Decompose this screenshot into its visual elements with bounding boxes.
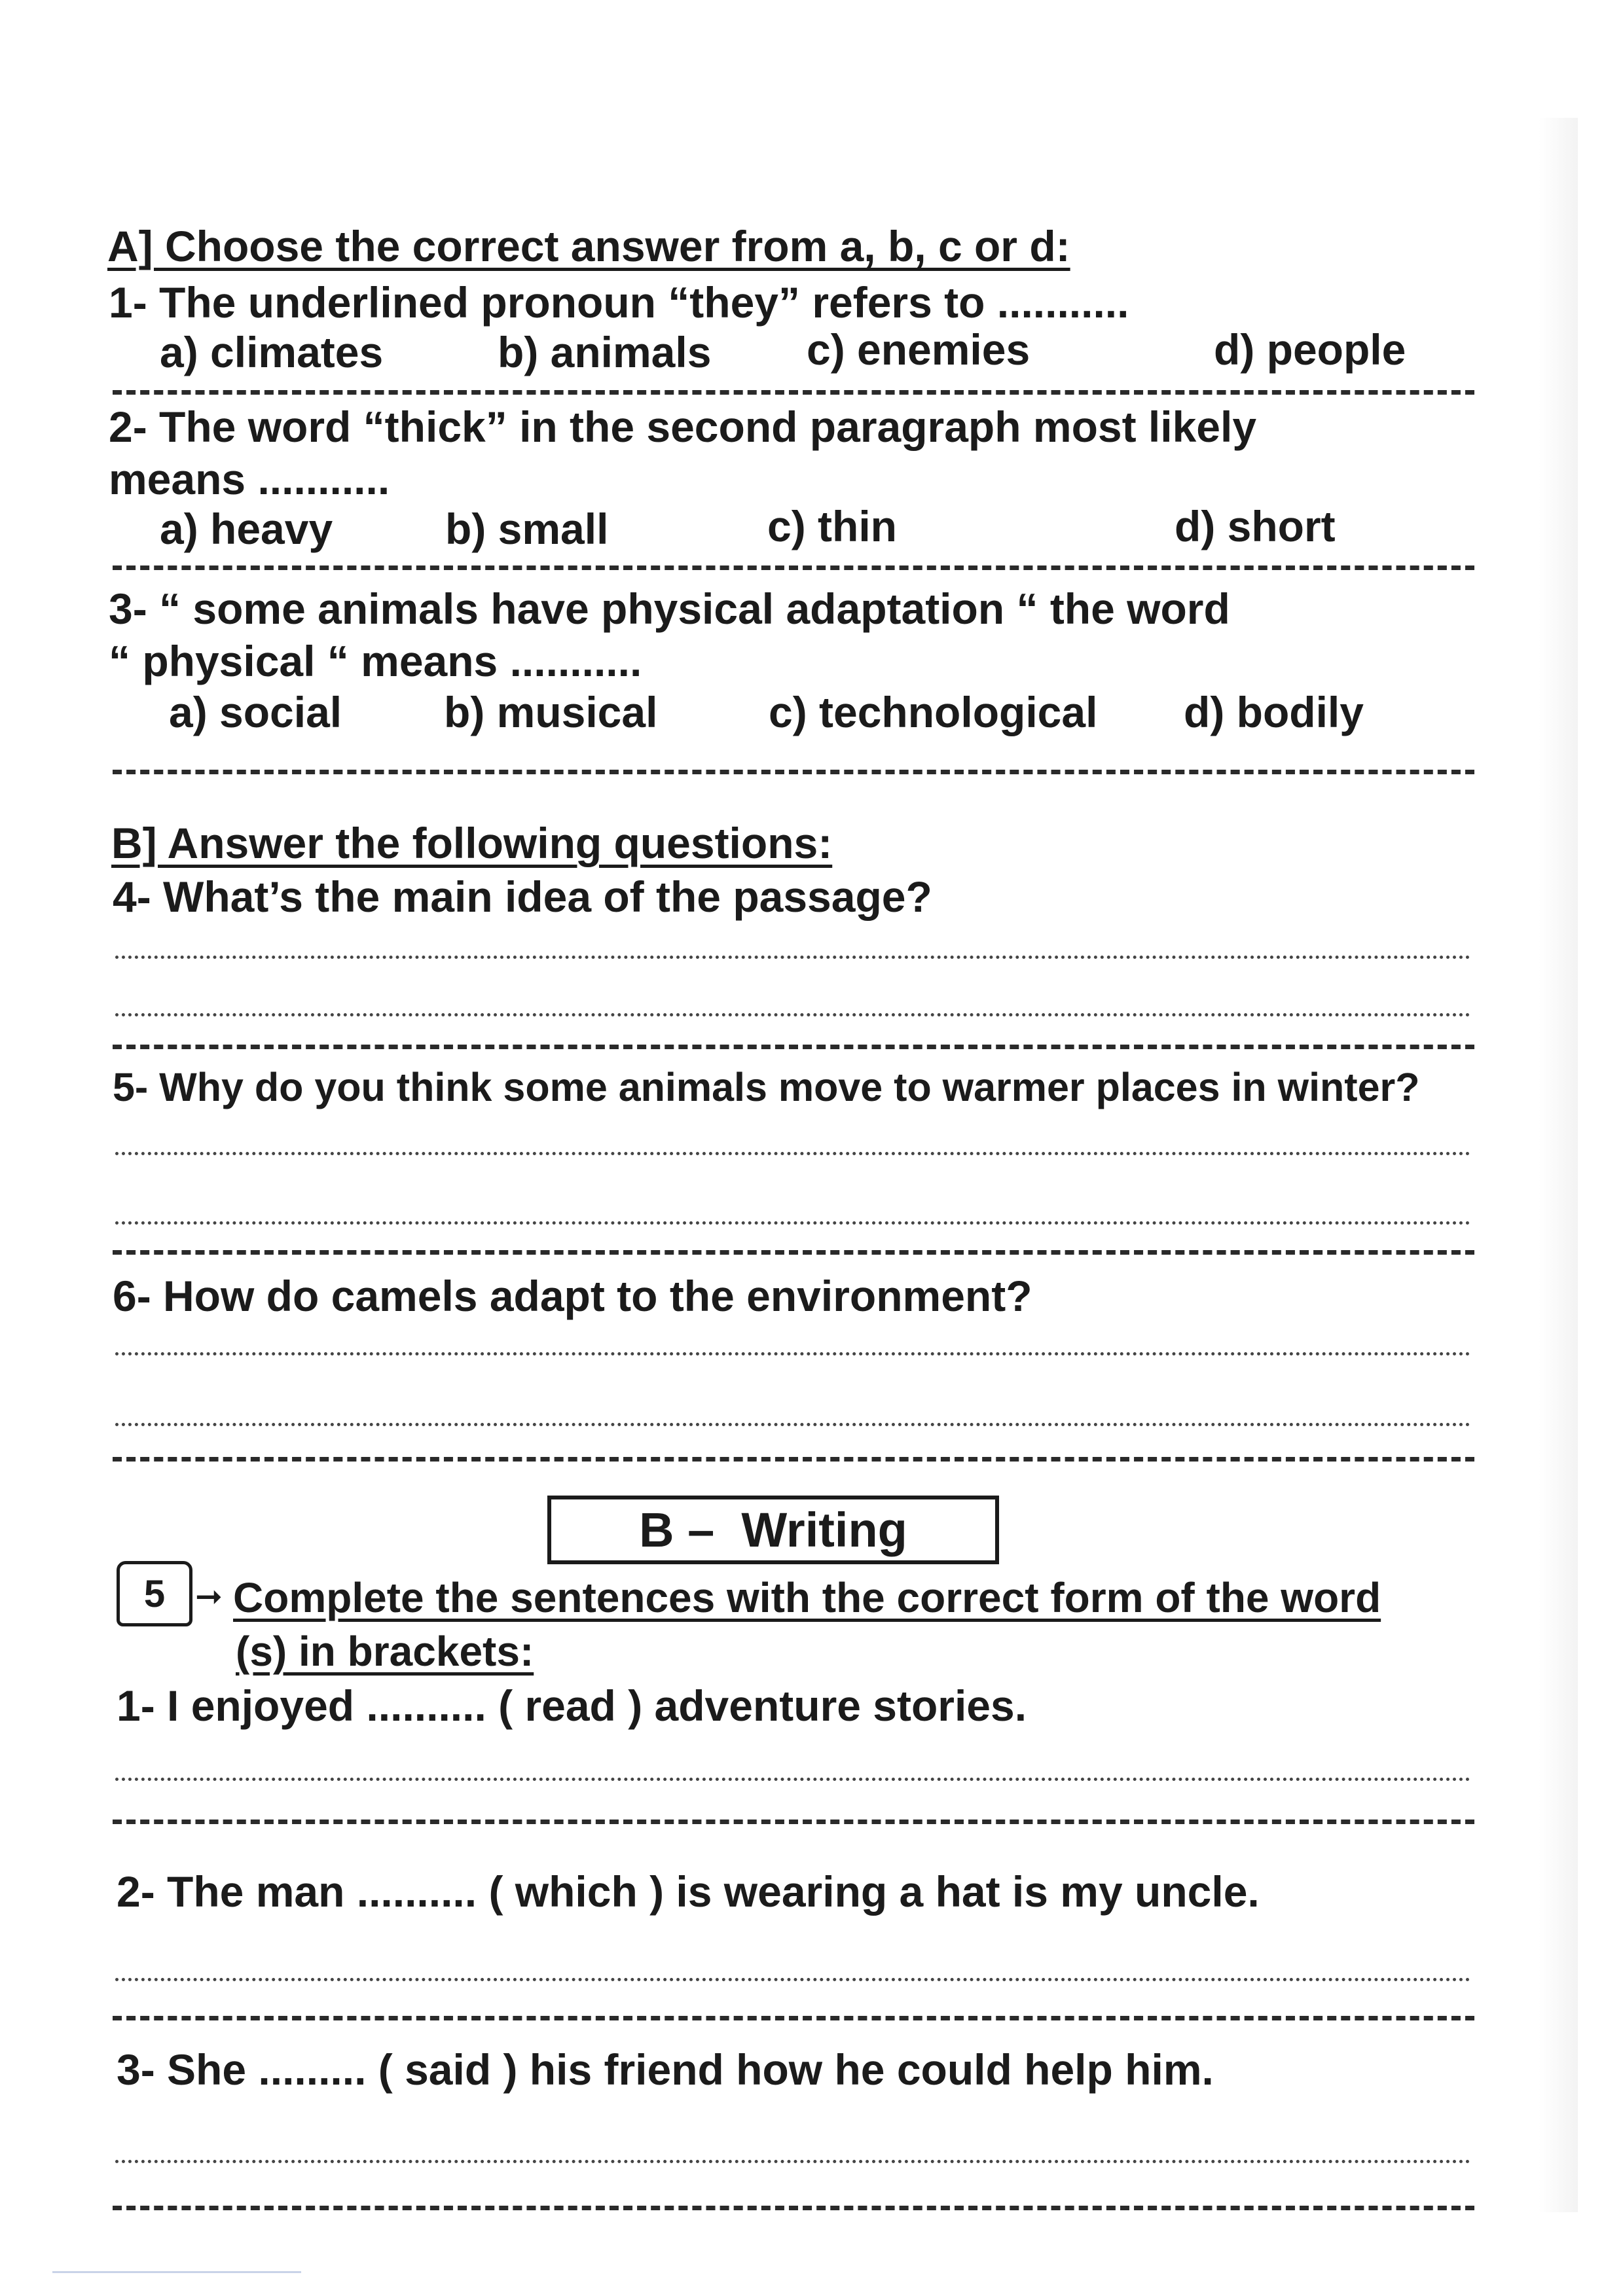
answer-line bbox=[115, 956, 1470, 959]
question-4: 4- What’s the main idea of the passage? bbox=[113, 872, 932, 921]
question-3-stem-line1: 3- “ some animals have physical adaptation “ the word bbox=[109, 584, 1230, 633]
separator-line bbox=[113, 2016, 1474, 2020]
separator-line bbox=[113, 1457, 1474, 1462]
section-a-heading: A] Choose the correct answer from a, b, c or d: bbox=[107, 222, 1070, 270]
writing-instruction-line1: Complete the sentences with the correct form of the word bbox=[233, 1574, 1381, 1621]
answer-line bbox=[115, 2160, 1470, 2163]
answer-line bbox=[115, 1352, 1470, 1355]
question-2-option-a: a) heavy bbox=[160, 505, 333, 553]
separator-line bbox=[113, 390, 1474, 395]
question-3-option-c: c) technological bbox=[769, 688, 1098, 736]
answer-line bbox=[115, 1152, 1470, 1155]
question-1-option-a: a) climates bbox=[160, 328, 384, 376]
question-3-option-b: b) musical bbox=[444, 688, 658, 736]
separator-line bbox=[113, 1045, 1474, 1049]
question-1-option-c: c) enemies bbox=[807, 325, 1030, 374]
question-6: 6- How do camels adapt to the environment? bbox=[113, 1272, 1032, 1320]
writing-sentence-1: 1- I enjoyed .......... ( read ) adventure stories. bbox=[117, 1681, 1027, 1730]
question-3-stem-line2: “ physical “ means ........... bbox=[109, 637, 642, 685]
writing-section-title: B – Writing bbox=[639, 1503, 907, 1557]
writing-sentence-2: 2- The man .......... ( which ) is wearing a hat is my uncle. bbox=[117, 1867, 1260, 1916]
separator-line bbox=[113, 2206, 1474, 2210]
separator-line bbox=[113, 1250, 1474, 1255]
writing-sentence-3: 3- She ......... ( said ) his friend how he could help him. bbox=[117, 2045, 1214, 2094]
question-2-stem-line1: 2- The word “thick” in the second paragraph most likely bbox=[109, 403, 1257, 451]
footer-rule bbox=[52, 2271, 301, 2273]
section-b-heading: B] Answer the following questions: bbox=[111, 819, 833, 867]
arrow-right-icon: ➞ bbox=[195, 1578, 223, 1615]
question-1-option-d: d) people bbox=[1214, 325, 1406, 374]
answer-line bbox=[115, 1978, 1470, 1981]
question-2-stem-line2: means ........... bbox=[109, 455, 390, 503]
question-3-option-a: a) social bbox=[169, 688, 342, 736]
writing-instruction-line2: (s) in brackets: bbox=[236, 1628, 534, 1675]
page-edge-shadow bbox=[1539, 118, 1578, 2212]
question-1-option-b: b) animals bbox=[498, 328, 712, 376]
question-2-option-d: d) short bbox=[1175, 502, 1336, 550]
question-5: 5- Why do you think some animals move to warmer places in winter? bbox=[113, 1065, 1420, 1109]
writing-section-title-box bbox=[547, 1496, 999, 1564]
answer-line bbox=[115, 1013, 1470, 1016]
question-2-option-c: c) thin bbox=[767, 502, 897, 550]
question-3-option-d: d) bodily bbox=[1184, 688, 1364, 736]
answer-line bbox=[115, 1221, 1470, 1225]
marks-badge-number: 5 bbox=[143, 1572, 166, 1615]
answer-line bbox=[115, 1423, 1470, 1426]
separator-line bbox=[113, 770, 1474, 774]
question-1-stem: 1- The underlined pronoun “they” refers to ........... bbox=[109, 278, 1129, 327]
separator-line bbox=[113, 565, 1474, 570]
marks-badge bbox=[117, 1561, 192, 1626]
separator-line bbox=[113, 1820, 1474, 1824]
answer-line bbox=[115, 1778, 1470, 1781]
question-2-option-b: b) small bbox=[445, 505, 609, 553]
